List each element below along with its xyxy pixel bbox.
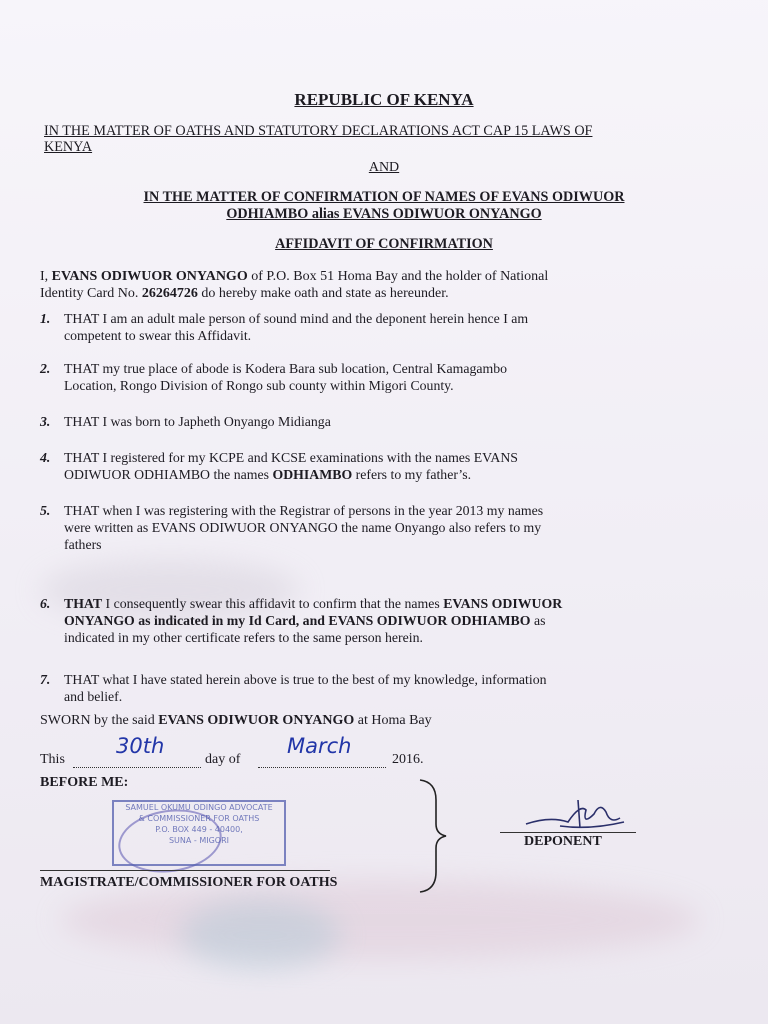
clause-text-bold: THAT — [64, 596, 103, 611]
clause-text: fathers — [64, 537, 102, 552]
scan-smudge — [180, 900, 340, 970]
handwritten-month: March — [287, 734, 352, 758]
intro-text: of P.O. Box 51 Homa Bay and the holder of National — [247, 269, 549, 284]
clause-text: THAT I am an adult male person of sound mind and the deponent herein hence I am — [64, 311, 529, 326]
sworn-name: EVANS ODIWUOR ONYANGO — [158, 713, 355, 728]
clause-text-bold: EVANS ODIWUOR — [443, 596, 563, 611]
clause-text: and belief. — [64, 689, 123, 704]
affidavit-heading: AFFIDAVIT OF CONFIRMATION — [275, 236, 493, 252]
clause-2 — [40, 360, 680, 394]
matter-heading-2-line2: ODHIAMBO alias EVANS ODIWUOR ONYANGO — [226, 206, 542, 222]
clause-3 — [40, 413, 680, 430]
magistrate-label: MAGISTRATE/COMMISSIONER FOR OATHS — [40, 875, 338, 890]
clause-text: competent to swear this Affidavit. — [64, 328, 252, 343]
deponent-name: EVANS ODIWUOR ONYANGO — [51, 269, 248, 284]
matter-heading-1-line2: KENYA — [44, 139, 93, 155]
right-brace-icon — [412, 778, 452, 894]
clause-4 — [40, 449, 680, 483]
matter-heading-1-line1: IN THE MATTER OF OATHS AND STATUTORY DECLARATIONS ACT CAP 15 LAWS OF — [44, 123, 593, 139]
sworn-line — [40, 713, 700, 729]
intro-text: Identity Card No. — [40, 286, 142, 301]
clause-5 — [40, 502, 680, 553]
this-label: This — [40, 752, 65, 767]
magistrate-signature-line — [40, 870, 330, 871]
sworn-text: at Homa Bay — [354, 713, 432, 728]
intro-text: do hereby make oath and state as hereunder. — [197, 286, 449, 301]
document-title: REPUBLIC OF KENYA — [294, 90, 474, 109]
matter-heading-2-line1: IN THE MATTER OF CONFIRMATION OF NAMES OF EVANS ODIWUOR — [143, 189, 625, 205]
clause-text: THAT my true place of abode is Kodera Bara sub location, Central Kamagambo — [64, 361, 508, 376]
stamp-line: P.O. BOX 449 - 40400, — [155, 825, 243, 834]
before-me-label: BEFORE ME: — [40, 775, 129, 790]
year-label: 2016. — [392, 752, 424, 767]
matter-heading-1 — [44, 123, 724, 155]
clause-text: THAT when I was registering with the Registrar of persons in the year 2013 my names — [64, 503, 544, 518]
clause-text: THAT I registered for my KCPE and KCSE examinations with the names EVANS — [64, 450, 518, 465]
deponent-label: DEPONENT — [524, 834, 602, 849]
matter-heading-2 — [0, 189, 768, 223]
sworn-text: SWORN by the said — [40, 713, 159, 728]
clause-number: 4. — [40, 450, 51, 465]
clause-number: 6. — [40, 596, 51, 611]
clause-text-bold: ONYANGO as indicated in my Id Card, and EVANS ODIWUOR ODHIAMBO — [64, 613, 531, 628]
clause-text-part: as — [530, 613, 546, 628]
deponent-signature — [520, 796, 630, 836]
clause-text-bold: ODHIAMBO — [272, 467, 353, 482]
handwritten-day: 30th — [116, 734, 165, 758]
and-label: AND — [368, 160, 400, 175]
intro-text: I, — [40, 269, 52, 284]
deponent-signature-line — [500, 832, 636, 833]
intro-paragraph — [40, 268, 700, 302]
day-of-label: day of — [205, 752, 241, 767]
id-number: 26264726 — [141, 286, 198, 301]
clause-text-part: ODIWUOR ODHIAMBO the names — [64, 467, 273, 482]
stamp-line: & COMMISSIONER FOR OATHS — [138, 814, 260, 823]
clause-text: THAT what I have stated herein above is true to the best of my knowledge, information — [64, 672, 547, 687]
clause-text: THAT I was born to Japheth Onyango Midianga — [64, 414, 331, 429]
date-line — [40, 734, 460, 776]
clause-number: 3. — [40, 414, 51, 429]
commissioner-stamp — [112, 800, 286, 866]
clause-text: indicated in my other certificate refers to the same person herein. — [64, 630, 423, 645]
stamp-line: SAMUEL OKUMU ODINGO ADVOCATE — [125, 803, 273, 812]
clause-text: Location, Rongo Division of Rongo sub county within Migori County. — [64, 378, 454, 393]
clause-number: 2. — [40, 361, 51, 376]
clause-text — [64, 595, 680, 612]
clause-number: 1. — [40, 311, 51, 326]
clause-text — [64, 612, 680, 629]
clause-number: 5. — [40, 503, 51, 518]
clause-text-part: refers to my father’s. — [352, 467, 472, 482]
clause-number: 7. — [40, 672, 51, 687]
stamp-line: SUNA - MIGORI — [168, 836, 230, 845]
clause-7 — [40, 671, 680, 705]
clause-text: were written as EVANS ODIWUOR ONYANGO the name Onyango also refers to my — [64, 520, 542, 535]
clause-text — [64, 466, 680, 483]
clause-text-part: I consequently swear this affidavit to confirm that the names — [102, 596, 444, 611]
scan-smudge — [60, 880, 700, 960]
clause-6 — [40, 595, 680, 646]
clause-1 — [40, 310, 680, 344]
